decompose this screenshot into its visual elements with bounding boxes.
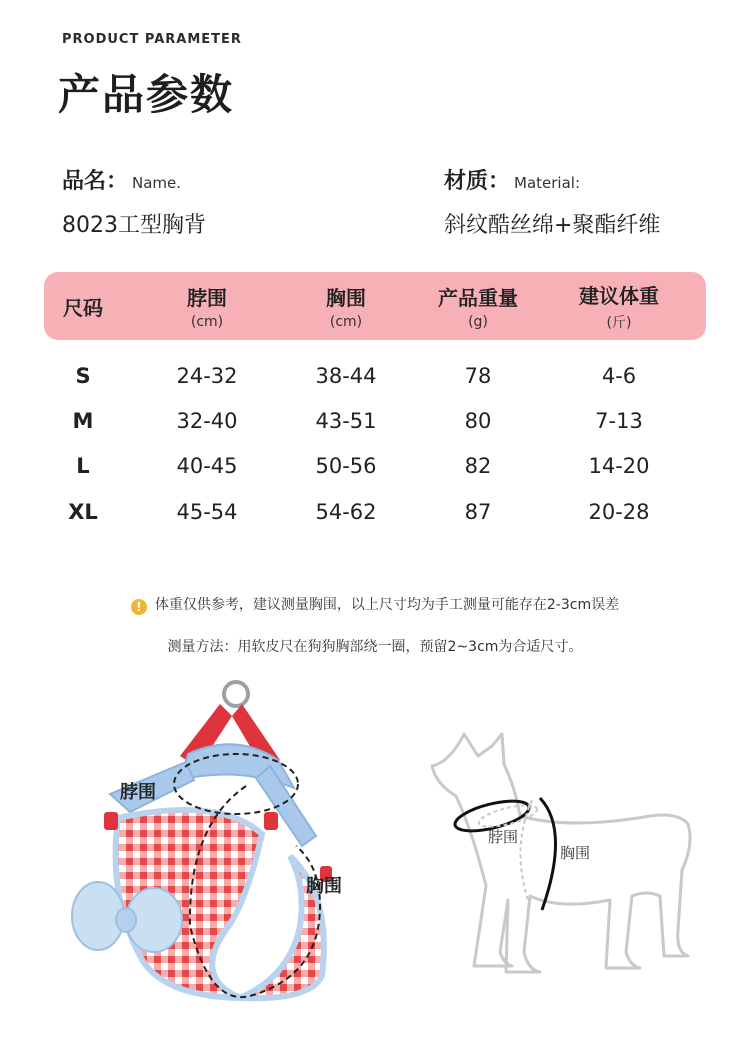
material-label-en: Material:	[514, 174, 581, 192]
table-row	[44, 446, 706, 486]
header-chest	[276, 272, 416, 340]
header-chest-title: 胸围	[326, 286, 366, 310]
harness-chest-label: 胸围	[306, 876, 342, 897]
header-body-weight	[544, 272, 694, 340]
cell-weight: 78	[464, 364, 492, 388]
cell-chest: 54-62	[315, 500, 377, 524]
name-label-en: Name.	[132, 174, 182, 192]
name-label	[62, 164, 181, 195]
cell-chest: 50-56	[315, 454, 377, 478]
harness-neck-label: 脖围	[120, 782, 156, 803]
table-row	[44, 401, 706, 441]
cell-body-weight: 4-6	[601, 364, 637, 388]
cell-size: S	[75, 364, 91, 388]
eyebrow-title: PRODUCT PARAMETER	[62, 32, 242, 47]
header-neck	[136, 272, 278, 340]
cell-neck: 45-54	[176, 500, 238, 524]
header-size-title: 尺码	[63, 295, 103, 320]
header-weight-title: 产品重量	[438, 286, 518, 310]
info-icon: !	[131, 599, 147, 615]
cell-weight: 82	[464, 454, 492, 478]
harness-illustration	[70, 676, 370, 1016]
header-body-weight-title: 建议体重	[579, 284, 659, 308]
header-size	[44, 272, 122, 340]
cell-body-weight: 14-20	[588, 454, 650, 478]
cell-weight: 87	[464, 500, 492, 524]
cell-neck: 24-32	[176, 364, 238, 388]
table-row	[44, 356, 706, 396]
header-body-weight-unit: (斤)	[606, 315, 632, 331]
cell-chest: 38-44	[315, 364, 377, 388]
name-label-cn: 品名：	[62, 169, 129, 194]
name-value: 8023工型胸背	[62, 213, 206, 238]
header-weight	[414, 272, 542, 340]
material-label	[444, 164, 580, 195]
dog-neck-label: 脖围	[488, 828, 519, 846]
weight-note	[0, 594, 750, 615]
table-row	[44, 492, 706, 532]
weight-note-text: 体重仅供参考，建议测量胸围，以上尺寸均为手工测量可能存在2-3cm误差	[154, 597, 620, 613]
cell-neck: 32-40	[176, 409, 238, 433]
cell-size: XL	[68, 500, 98, 524]
material-value: 斜纹酷丝绵+聚酯纤维	[444, 213, 661, 238]
material-label-cn: 材质：	[444, 169, 511, 194]
header-weight-unit: (g)	[468, 314, 488, 330]
cell-size: M	[72, 409, 94, 433]
cell-chest: 43-51	[315, 409, 377, 433]
header-neck-unit: (cm)	[190, 314, 224, 330]
header-chest-unit: (cm)	[329, 314, 363, 330]
cell-weight: 80	[464, 409, 492, 433]
page-title: 产品参数	[58, 70, 235, 119]
cell-body-weight: 7-13	[595, 409, 643, 433]
header-neck-title: 脖围	[187, 286, 227, 310]
measure-method: 测量方法：用软皮尺在狗狗胸部绕一圈，预留2~3cm为合适尺寸。	[167, 639, 583, 655]
cell-size: L	[76, 454, 90, 478]
dog-chest-label: 胸围	[560, 844, 591, 862]
size-table-header	[44, 272, 706, 340]
cell-body-weight: 20-28	[588, 500, 650, 524]
cell-neck: 40-45	[176, 454, 238, 478]
